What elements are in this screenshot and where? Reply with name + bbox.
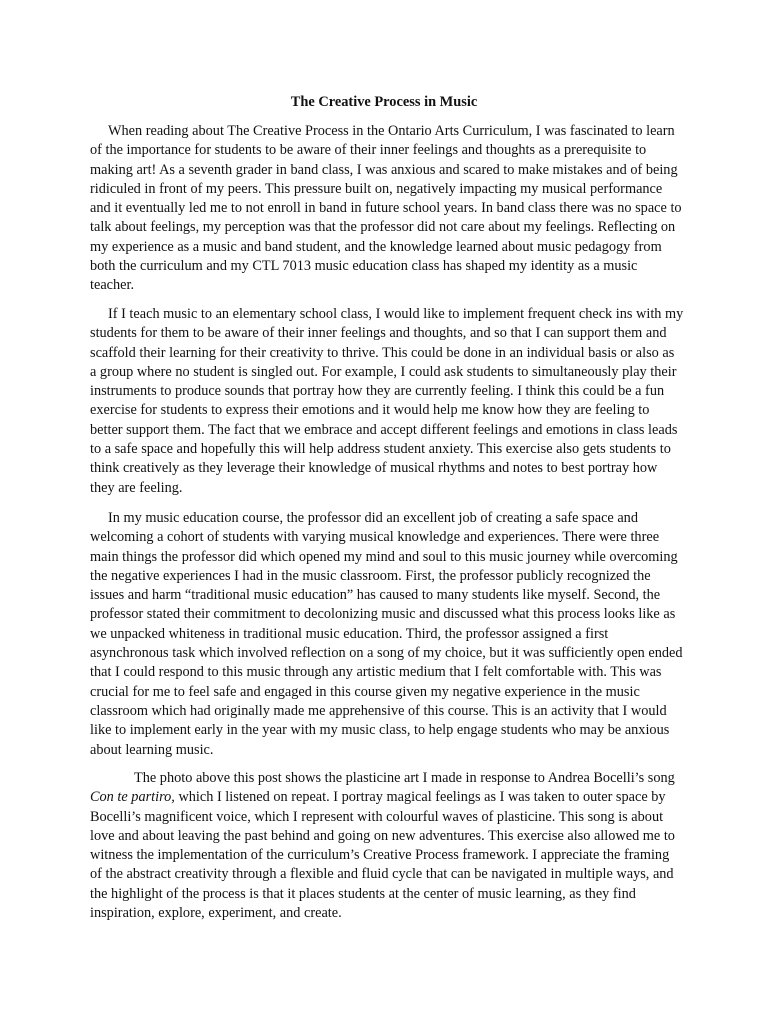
paragraph-2: If I teach music to an elementary school class, I would like to implement frequent check ins with my students for them to be aware of their inner feelings and thoughts, and so that I can support them and scaffold their learning for their creativity to thrive. This could be done in an individual basis or also as a group where no student is singled out. For example, I could ask students to simultaneously play their instruments to produce sounds that portray how they are currently feeling. I think this could be a fun exercise for students to express their emotions and it would help me know how they are feeling to better support them. The fact that we embrace and accept different feelings and emotions in class leads to a safe space and hopefully this will help address student anxiety. This exercise also gets students to think creatively as they leverage their knowledge of musical rhythms and notes to best portray how they are feeling. xyxy=(90,306,684,496)
paragraph-4 xyxy=(90,769,684,923)
paragraph-4-text-end: which I listened on repeat. I portray magical feelings as I was taken to outer space by Bocelli’s magnificent voice, which I represent with colourful waves of plasticine. This song is about love and about leaving the past behind and going on new adventures. This exercise also allowed me to witness the implementation of the curriculum’s Creative Process framework. I appreciate the framing of the abstract creativity through a flexible and fluid cycle that can be navigated in multiple ways, and the highlight of the process is that it places students at the center of music learning, as they find inspiration, explore, experiment, and create. xyxy=(90,789,675,922)
paragraph-4-text-start: The photo above this post shows the plasticine art I made in response to Andrea Bocelli’s song xyxy=(134,770,675,786)
paragraph-3: In my music education course, the professor did an excellent job of creating a safe space and welcoming a cohort of students with varying musical knowledge and experiences. There were three main things the professor did which opened my mind and soul to this music journey while overcoming the negative experiences I had in the music classroom. First, the professor publicly recognized the issues and harm “traditional music education” has caused to many students like myself. Second, the professor stated their commitment to decolonizing music and discussed what this process looks like as we unpacked whiteness in traditional music education. Third, the professor assigned a first asynchronous task which involved reflection on a song of my choice, but it was sufficiently open ended that I could respond to this music through any artistic medium that I felt comfortable with. This was crucial for me to feel safe and engaged in this course given my negative experience in the music classroom which had originally made me apprehensive of this course. This is an activity that I would like to implement early in the year with my music class, to help engage students who may be anxious about learning music. xyxy=(90,510,683,758)
document-title: The Creative Process in Music xyxy=(290,94,478,110)
song-title: Con te partiro, xyxy=(90,789,175,806)
paragraph-1: When reading about The Creative Process in the Ontario Arts Curriculum, I was fascinated to learn of the importance for students to be aware of their inner feelings and thoughts as a prerequisite to making art! As a seventh grader in band class, I was anxious and scared to make mistakes and of being ridiculed in front of my peers. This pressure built on, negatively impacting my musical performance and it eventually led me to not enroll in band in future school years. In band class there was no space to talk about feelings, my perception was that the professor did not care about my feelings. Reflecting on my experience as a music and band student, and the knowledge learned about music pedagogy from both the curriculum and my CTL 7013 music education class has shaped my identity as a music teacher. xyxy=(90,123,682,294)
